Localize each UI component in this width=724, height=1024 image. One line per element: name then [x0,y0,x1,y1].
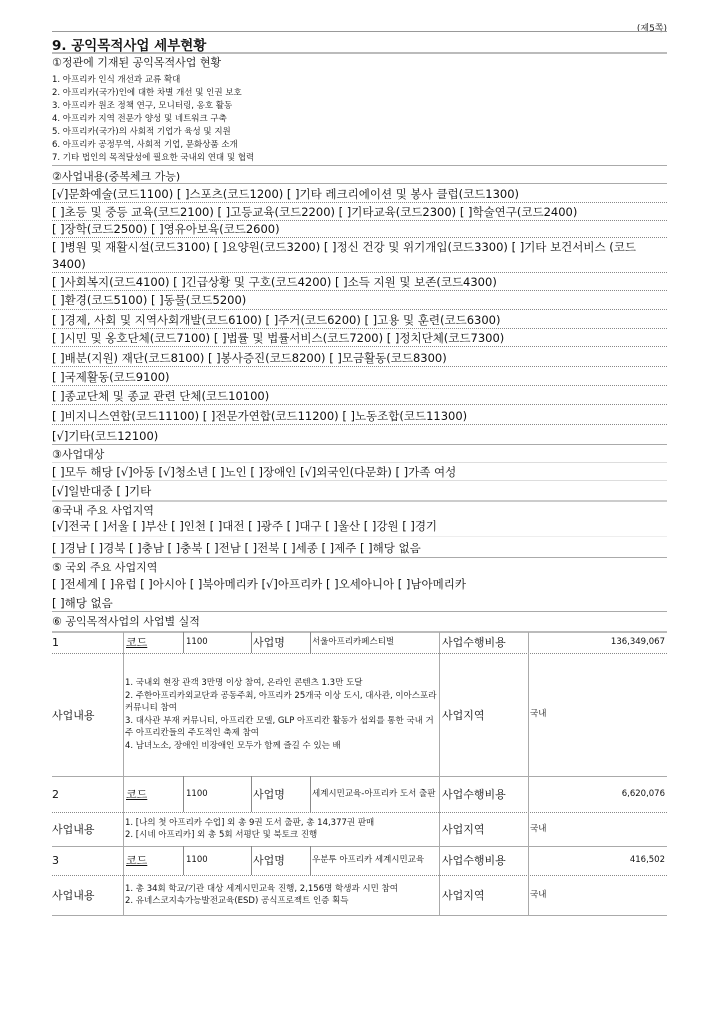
project-name-value: 서울아프리카페스티벌 [312,636,395,647]
content-item: 3. 대사관 부재 커뮤니티, 아프리칸 모델, GLP 아프리칸 활동가 섭외를 통한 국내 거주 아프리칸들의 주도적인 축제 참여 [125,715,434,738]
divider [52,346,667,347]
business-content-row: [ ]시민 및 옹호단체(코드7100) [ ]법률 및 법률서비스(코드7200) [ ]정치단체(코드7300) [52,331,505,345]
content-item: 1. 총 34회 학교/기관 대상 세계시민교육 진행, 2,156명 학생과 시민 참여 [125,883,398,894]
code-label: 코드 [126,854,148,867]
cost-label: 사업수행비용 [442,788,506,801]
column-divider [251,776,252,812]
content-item: 2. [시네 아프리카] 외 총 5회 서평단 및 북토크 진행 [125,830,318,840]
column-divider [183,846,184,875]
region-value: 국내 [530,889,547,900]
business-content-row: [√]문화예술(코드1100) [ ]스포츠(코드1200) [ ]기타 레크리에이션 및 봉사 클럽(코드1300) [52,187,520,201]
section6-heading: ⑥ 공익목적사업의 사업별 실적 [52,615,200,628]
project-name-label: 사업명 [253,854,285,867]
purpose-item: 1. 아프리카 인식 개선과 교류 확대 [52,75,181,85]
section5-heading: ⑤ 국외 주요 사업지역 [52,561,158,574]
content-item: 4. 남녀노소, 장애인 비장애인 모두가 함께 즐길 수 있는 배 [125,740,341,751]
code-value: 1100 [186,788,208,799]
target-row: [ ]모두 해당 [√]아동 [√]청소년 [ ]노인 [ ]장애인 [√]외국인(다문화) [ ]가족 여성 [52,465,457,479]
target-row: [√]일반대중 [ ]기타 [52,484,152,498]
content-label: 사업내용 [52,889,95,902]
content-item: 2. 유네스코지속가능발전교육(ESD) 공식프로젝트 인증 획득 [125,896,349,906]
column-divider [183,776,184,812]
content-label: 사업내용 [52,823,95,836]
project-performance-table [52,632,667,917]
section1-heading: ①정관에 기재된 공익목적사업 현황 [52,56,222,69]
divider [52,202,667,203]
divider [52,462,667,463]
cost-label: 사업수행비용 [442,636,506,649]
project-name-label: 사업명 [253,788,285,801]
business-content-row: [ ]배분(지원) 재단(코드8100) [ ]봉사증진(코드8200) [ ]모금활동(코드8300) [52,351,447,365]
content-block [125,654,437,775]
business-content-row: [ ]병원 및 재활시설(코드3100) [ ]요양원(코드3200) [ ]정신 건강 및 위기개입(코드3300) [ ]기타 보건서비스 (코드3400) [52,240,636,271]
column-divider [528,632,529,915]
column-divider [251,632,252,653]
cost-value: 416,502 [629,854,665,865]
region-label: 사업지역 [442,823,485,836]
region-label: 사업지역 [442,889,485,902]
content-block [125,813,437,845]
project-number: 1 [52,635,59,649]
code-label: 코드 [126,636,148,649]
column-divider [439,632,440,915]
business-content-row: [ ]국제활동(코드9100) [52,370,170,384]
divider [52,424,667,425]
domestic-region-row: [ ]경남 [ ]경북 [ ]충남 [ ]충북 [ ]전남 [ ]전북 [ ]세종 [ ]제주 [ ]해당 없음 [52,541,421,555]
business-content-row: [ ]경제, 사회 및 지역사회개발(코드6100) [ ]주거(코드6200) [ ]고용 및 훈련(코드6300) [52,313,501,327]
section2-heading: ②사업내용(중복체크 가능) [52,170,181,183]
section4-heading: ④국내 주요 사업지역 [52,504,154,517]
divider [52,536,667,537]
cost-label: 사업수행비용 [442,854,506,867]
content-list [125,883,398,908]
business-content-row: [ ]환경(코드5100) [ ]동물(코드5200) [52,293,247,307]
divider [52,557,667,558]
divider [52,237,667,238]
domestic-region-row: [√]전국 [ ]서울 [ ]부산 [ ]인천 [ ]대전 [ ]광주 [ ]대구 [ ]울산 [ ]강원 [ ]경기 [52,519,438,533]
project-number: 3 [52,853,59,867]
column-divider [310,632,311,653]
purpose-item: 4. 아프리카 지역 전문가 양성 및 네트워크 구축 [52,114,227,124]
purpose-item: 6. 아프리카 공정무역, 사회적 기업, 문화상품 소개 [52,140,238,150]
page-number: (제5쪽) [636,24,667,34]
business-content-row: [ ]비지니스연합(코드11100) [ ]전문가연합(코드11200) [ ]노동조합(코드11300) [52,409,468,423]
column-divider [251,846,252,875]
region-value: 국내 [530,709,547,719]
title-row [52,31,667,54]
region-value: 국내 [530,823,547,834]
column-divider [310,776,311,812]
divider [52,290,667,291]
overseas-region-row: [ ]전세계 [ ]유럽 [ ]아시아 [ ]북아메리카 [√]아프리카 [ ]오세아니아 [ ]남아메리카 [52,577,466,591]
section3-heading: ③사업대상 [52,448,105,461]
purpose-item: 2. 아프리카(국가)인에 대한 차별 개선 및 인권 보호 [52,88,242,98]
purpose-item: 3. 아프리카 원조 정책 연구, 모니터링, 옹호 활동 [52,101,233,111]
code-value: 1100 [186,636,208,647]
cost-value: 6,620,076 [621,788,665,799]
divider [52,183,667,184]
purpose-item: 7. 기타 법인의 목적달성에 필요한 국내외 연대 및 협력 [52,153,255,163]
divider [52,165,667,166]
content-list [125,677,437,752]
column-divider [310,846,311,875]
divider [52,328,667,329]
overseas-region-row: [ ]해당 없음 [52,596,113,610]
content-item: 1. [나의 첫 아프리카 수업] 외 총 9권 도서 출판, 총 14,377권 판매 [125,817,375,828]
project-name-label: 사업명 [253,636,285,649]
divider [52,915,667,916]
content-item: 1. 국내외 현장 관객 3만명 이상 참여, 온라인 콘텐츠 1.3만 도달 [125,678,363,688]
divider [52,309,667,310]
content-list [125,817,374,842]
content-label: 사업내용 [52,708,95,722]
project-name-value: 세계시민교육-아프리카 도서 출판 [312,788,436,799]
business-content-row: [ ]사회복지(코드4100) [ ]긴급상황 및 구호(코드4200) [ ]소득 지원 및 보존(코드4300) [52,275,497,289]
content-item: 2. 주한아프리카외교단과 공동주최, 아프리카 25개국 이상 도시, 대사관, 이아스포라 커뮤니티 참여 [125,690,437,713]
divider [52,611,667,612]
business-content-row: [√]기타(코드12100) [52,429,159,443]
column-divider [123,632,124,915]
business-content-row: [ ]장학(코드2500) [ ]영유아보육(코드2600) [52,222,280,236]
code-label: 코드 [126,788,148,801]
divider [52,776,667,777]
business-content-row: [ ]종교단체 및 종교 관련 단체(코드10100) [52,389,270,403]
code-value: 1100 [186,854,208,865]
project-number: 2 [52,787,59,801]
region-label: 사업지역 [442,708,485,722]
purpose-item: 5. 아프리카(국가)의 사회적 기업가 육성 및 지원 [52,127,231,137]
business-content-row: [ ]초등 및 중등 교육(코드2100) [ ]고등교육(코드2200) [ ]기타교육(코드2300) [ ]학술연구(코드2400) [52,205,578,219]
cost-value: 136,349,067 [610,636,665,647]
project-name-value: 우분투 아프리카 세계시민교육 [312,854,425,865]
divider [52,846,667,847]
divider [52,272,667,273]
divider [52,404,667,405]
divider [52,385,667,386]
divider [52,480,667,481]
divider [52,366,667,367]
divider [52,444,667,445]
column-divider [183,632,184,653]
content-block [125,876,437,914]
page-title: 9. 공익목적사업 세부현황 [52,38,207,54]
